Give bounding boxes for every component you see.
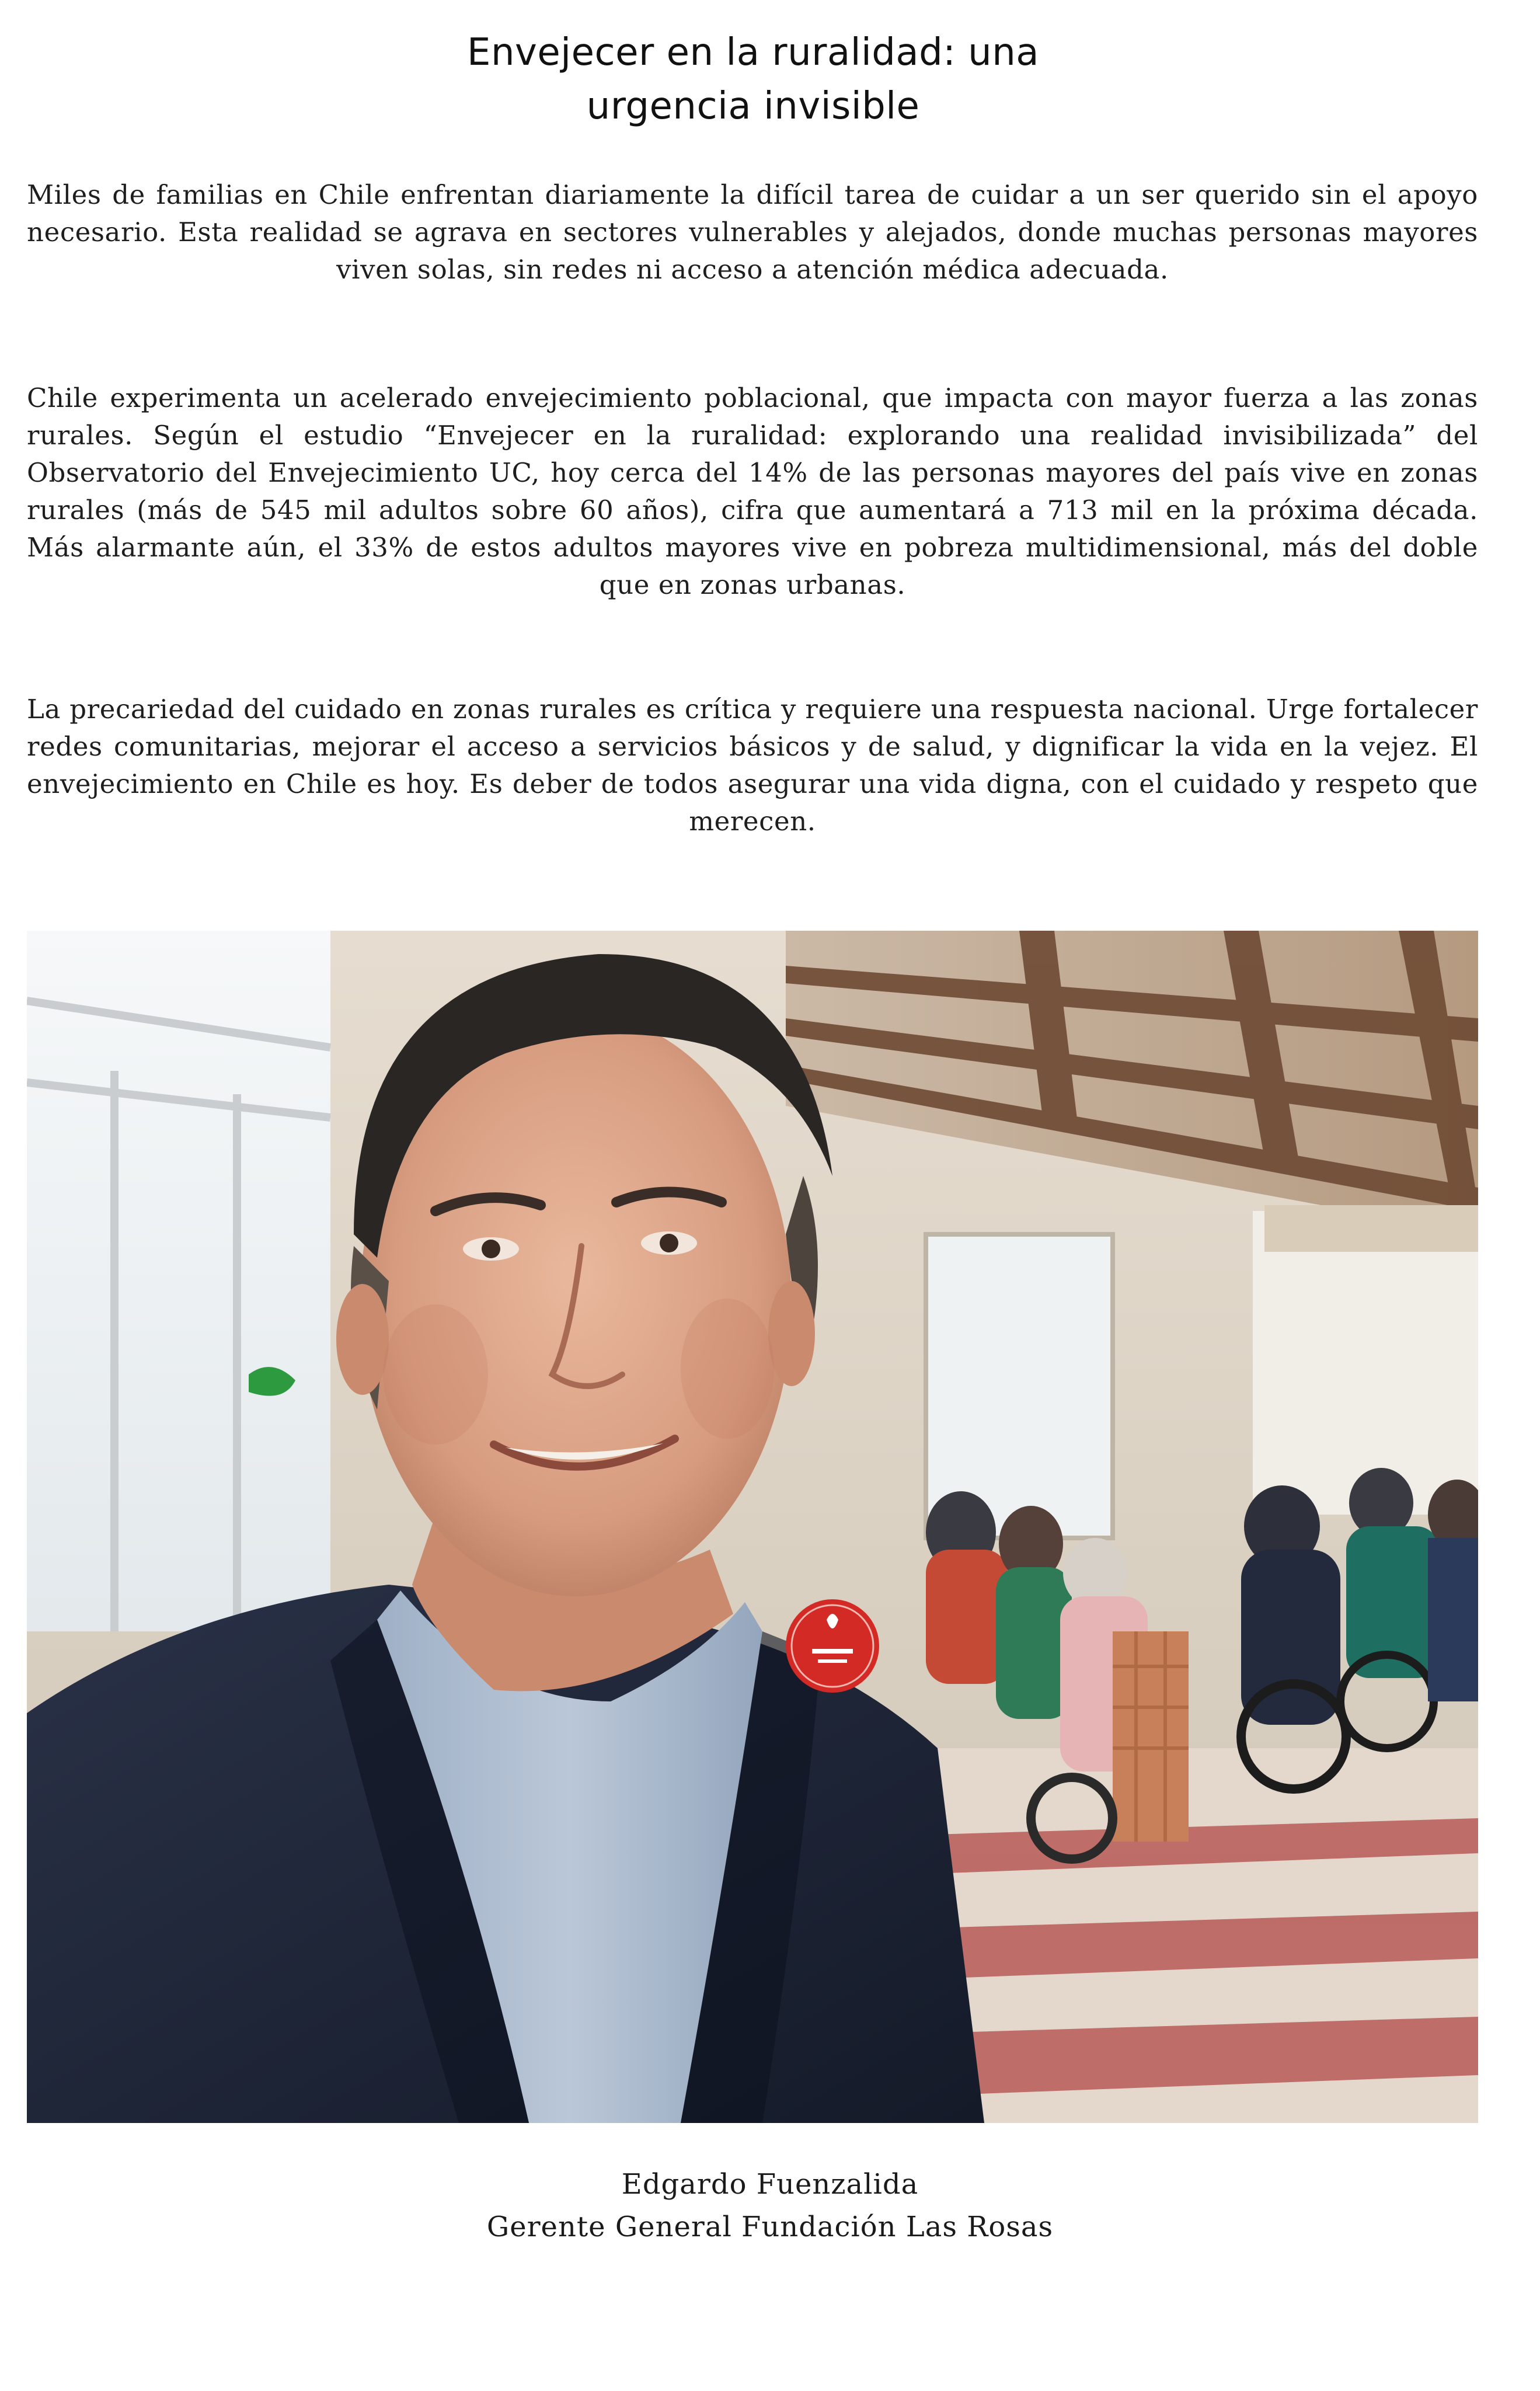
paragraph-intro: Miles de familias en Chile enfrentan diariamente la difícil tarea de cuidar a un ser querido sin el apoyo necesario. Esta realidad se agrava en sectores vulnerables y alejados, donde muchas personas mayores viven solas, sin redes ni acceso a atención médica adecuada. bbox=[27, 179, 1478, 285]
caption-author-name: Edgardo Fuenzalida bbox=[621, 2168, 919, 2201]
red-badge-icon bbox=[786, 1599, 879, 1693]
title-line-2: urgencia invisible bbox=[586, 85, 920, 128]
article-title bbox=[292, 26, 1214, 133]
caption-author-role: Gerente General Fundación Las Rosas bbox=[486, 2211, 1054, 2243]
portrait-photo bbox=[27, 931, 1478, 2123]
paragraph-statistics: Chile experimenta un acelerado envejecimiento poblacional, que impacta con mayor fuerza a las zonas rurales. Según el estudio “Envejecer en la ruralidad: explorando una realidad invisibilizada” del Observatorio del Envejecimiento UC, hoy cerca del 14% de las personas mayores del país vive en zonas rurales (más de 545 mil adultos sobre 60 años), cifra que aumentará a 713 mil en la próxima década. Más alarmante aún, el 33% de estos adultos mayores vive en pobreza multidimensional, más del doble que en zonas urbanas. bbox=[27, 382, 1478, 600]
paragraph-conclusion: La precariedad del cuidado en zonas rurales es crítica y requiere una respuesta nacional. Urge fortalecer redes comunitarias, mejorar el acceso a servicios básicos y de salud, y dignificar la vida en la vejez. El envejecimiento en Chile es hoy. Es deber de todos asegurar una vida digna, con el cuidado y respeto que merecen. bbox=[27, 694, 1478, 837]
title-line-1: Envejecer en la ruralidad: una bbox=[467, 31, 1039, 74]
